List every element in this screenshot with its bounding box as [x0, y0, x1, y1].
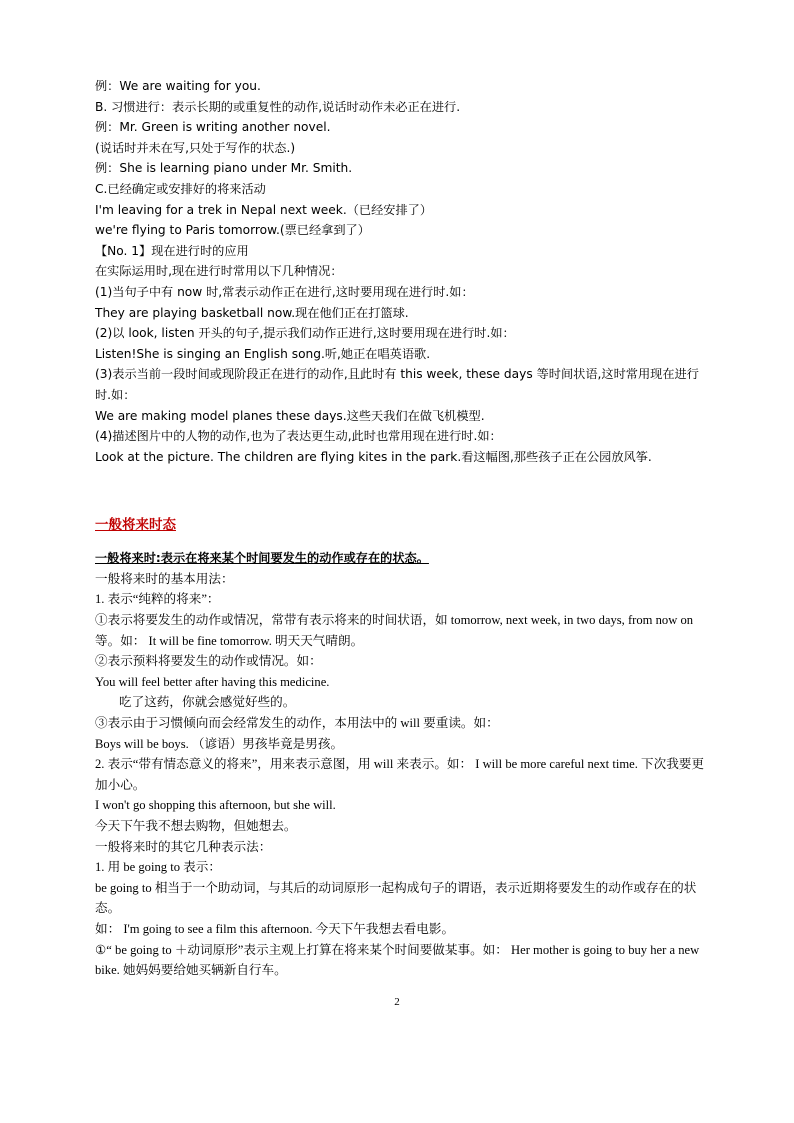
- body-text: 一般将来时的基本用法：: [95, 571, 234, 586]
- example-line: I'm leaving for a trek in Nepal next week.（已经安排了）: [95, 202, 433, 217]
- example-line: Boys will be boys. （谚语）男孩毕竟是男孩。: [95, 736, 344, 751]
- rule-line: be going to 相当于一个助动词，与其后的动词原形一起构成句子的谓语，表示近期将要发生的动作或存在的状态。: [95, 880, 697, 916]
- subsection-heading: 【No. 1】现在进行时的应用: [95, 243, 249, 258]
- rule-line: ①表示将要发生的动作或情况，常带有表示将来的时间状语，如 tomorrow, next week, in two days, from now on 等。如： It will be fine tomorrow. 明天天气晴朗。: [95, 613, 694, 648]
- example-line: 例：Mr. Green is writing another novel.: [95, 120, 331, 135]
- section-simple-future: [95, 515, 705, 980]
- section-heading: 一般将来时态: [95, 517, 176, 534]
- example-line: Look at the picture. The children are flying kites in the park.看这幅图,那些孩子正在公园放风筝.: [95, 449, 652, 464]
- document-page: [95, 76, 705, 981]
- example-line: 例：We are waiting for you.: [95, 79, 261, 93]
- body-text: 在实际运用时,现在进行时常用以下几种情况：: [95, 264, 343, 279]
- rule-line: ①“ be going to ＋动词原形”表示主观上打算在将来某个时间要做某事。如： Her mother is going to buy her a new bike. 她妈妈要给她买辆新自行车。: [95, 942, 700, 978]
- translation-line: 今天下午我不想去购物，但她想去。: [95, 819, 297, 833]
- rule-line: (4)描述图片中的人物的动作,也为了表达更生动,此时也常用现在进行时.如：: [95, 429, 502, 444]
- translation-line: 吃了这药，你就会感觉好些的。: [119, 695, 296, 710]
- example-line: You will feel better after having this medicine.: [95, 674, 330, 689]
- example-line: we're flying to Paris tomorrow.(票已经拿到了）: [95, 223, 370, 238]
- example-line: We are making model planes these days.这些天我们在做飞机模型.: [95, 408, 485, 423]
- usage-c-heading: C.已经确定或安排好的将来活动: [95, 181, 266, 196]
- method-1-heading: 1. 用 be going to 表示：: [95, 860, 221, 875]
- rule-line: ③表示由于习惯倾向而会经常发生的动作，本用法中的 will 要重读。如：: [95, 716, 499, 731]
- usage-1-heading: 1. 表示“纯粹的将来”：: [95, 592, 220, 607]
- section-spacer: [95, 467, 705, 515]
- rule-line: (1)当句子中有 now 时,常表示动作正在进行,这时要用现在进行时.如：: [95, 284, 474, 299]
- body-text: 一般将来时的其它几种表示法：: [95, 839, 272, 854]
- page-number: 2: [394, 996, 400, 1008]
- example-line: They are playing basketball now.现在他们正在打篮球.: [95, 305, 409, 320]
- rule-line: (3)表示当前一段时间或现阶段正在进行的动作,且此时有 this week, these days 等时间状语,这时常用现在进行时.如：: [95, 367, 699, 402]
- definition-line: 一般将来时:表示在将来某个时间要发生的动作或存在的状态。: [95, 551, 429, 566]
- example-line: I won't go shopping this afternoon, but she will.: [95, 798, 336, 813]
- example-line: 如： I'm going to see a film this afternoon. 今天下午我想去看电影。: [95, 921, 455, 936]
- usage-2-heading: 2. 表示“带有情态意义的将来”，用来表示意图，用 will 来表示。如： I will be more careful next time. 下次我要更加小心。: [95, 757, 704, 792]
- rule-line: ②表示预料将要发生的动作或情况。如：: [95, 654, 322, 669]
- example-line: 例：She is learning piano under Mr. Smith.: [95, 161, 353, 176]
- example-line: Listen!She is singing an English song.听,她正在唱英语歌.: [95, 346, 431, 361]
- usage-b-heading: B. 习惯进行：表示长期的或重复性的动作,说话时动作未必正在进行.: [95, 99, 461, 114]
- section-present-continuous: [95, 76, 705, 467]
- heading-spacer: [95, 535, 705, 548]
- explanation-line: (说话时并未在写,只处于写作的状态.): [95, 140, 296, 155]
- rule-line: (2)以 look, listen 开头的句子,提示我们动作正进行,这时要用现在进行时.如：: [95, 326, 515, 341]
